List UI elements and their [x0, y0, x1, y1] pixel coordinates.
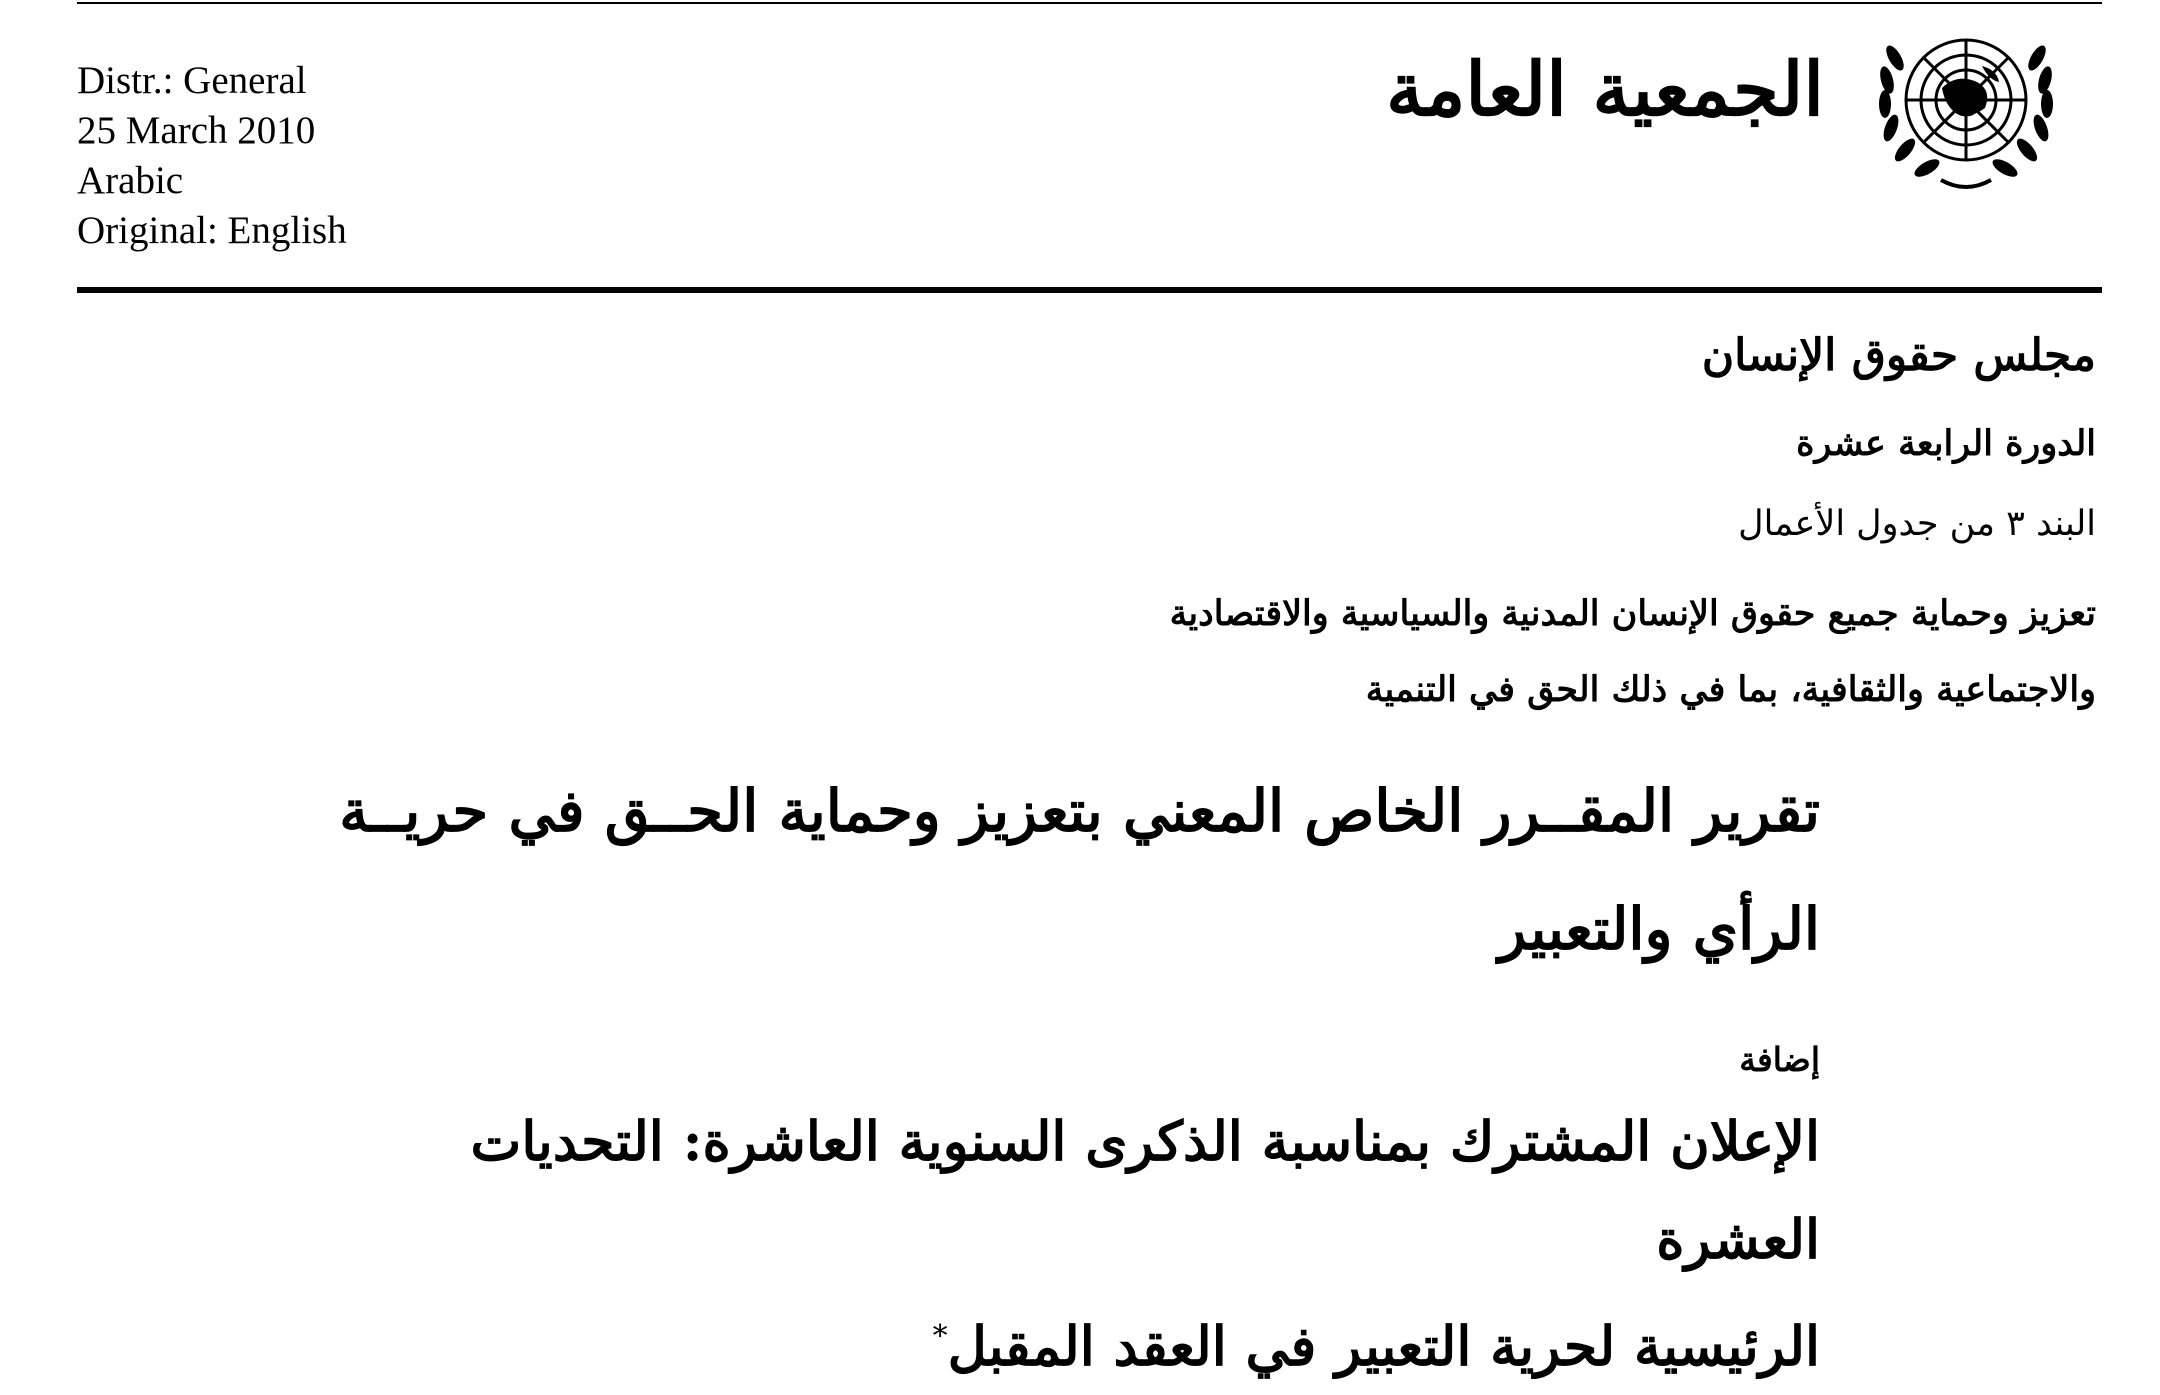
footnote-marker: * [932, 1319, 948, 1354]
addendum-label: إضافة [1739, 1040, 1820, 1079]
agenda-title-line: تعزيز وحماية جميع حقوق الإنسان المدنية والسياسية والاقتصادية [1169, 593, 2096, 634]
declaration-title [320, 1092, 1820, 1395]
report-title-line: الرأي والتعبير [1498, 895, 1820, 963]
session-label: الدورة الرابعة عشرة [1796, 423, 2096, 464]
top-rule [77, 2, 2102, 4]
distribution-label: Distr.: General [77, 59, 307, 102]
organ-title: الجمعية العامة [1386, 47, 1824, 133]
agenda-title-line: والاجتماعية والثقافية، بما في ذلك الحق في التنمية [1365, 669, 2096, 710]
report-title [320, 752, 1820, 988]
declaration-title-line: الإعلان المشترك بمناسبة الذكرى السنوية العاشرة: التحديات العشرة [470, 1109, 1820, 1271]
agenda-item-title [896, 576, 2096, 728]
header-rule [77, 287, 2102, 293]
document-date: 25 March 2010 [77, 109, 316, 152]
report-title-line: تقرير المقــرر الخاص المعني بتعزيز وحماية الحــق في حريــة [339, 777, 1820, 845]
document-language: Arabic [77, 159, 184, 202]
council-name: مجلس حقوق الإنسان [1701, 330, 2096, 381]
agenda-item: البند ٣ من جدول الأعمال [1738, 504, 2096, 544]
original-language: Original: English [77, 209, 347, 252]
distribution-block [77, 56, 347, 256]
un-emblem-icon [1857, 18, 2075, 198]
declaration-title-text: الرئيسية لحرية التعبير في العقد المقبل [947, 1314, 1820, 1378]
declaration-title-line-2 [320, 1288, 1820, 1395]
